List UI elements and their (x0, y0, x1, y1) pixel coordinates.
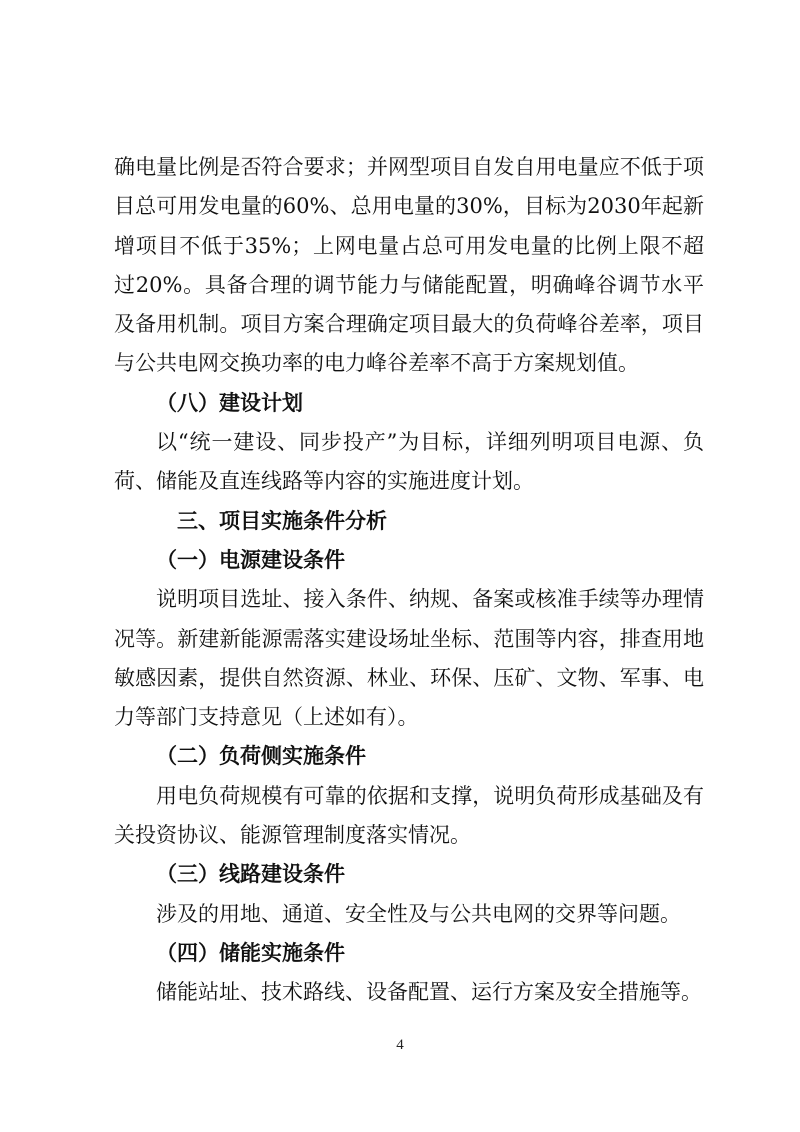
paragraph-ratio-requirements: 确电量比例是否符合要求；并网型项目自发自用电量应不低于项目总可用发电量的60%、总用电量的30%，目标为2030年起新增项目不低于35%；上网电量占总可用发电量的比例上限不超过20%。具备合理的调节能力与储能配置，明确峰谷调节水平及备用机制。项目方案合理确定项目最大的负荷峰谷差率，项目与公共电网交换功率的电力峰谷差率不高于方案规划值。 (114, 155, 704, 376)
heading-storage-conditions: （四）储能实施条件 (156, 940, 345, 965)
paragraph-load-side-conditions: 用电负荷规模有可靠的依据和支撑，说明负荷形成基础及有关投资协议、能源管理制度落实情况。 (114, 783, 704, 848)
document-body (114, 148, 704, 1013)
heading-construction-plan: （八）建设计划 (156, 390, 303, 415)
paragraph-line-conditions: 涉及的用地、通道、安全性及与公共电网的交界等问题。 (156, 901, 681, 926)
page-number: 4 (396, 1037, 404, 1053)
heading-load-side-conditions: （二）负荷侧实施条件 (156, 744, 366, 769)
paragraph-construction-plan: 以“统一建设、同步投产”为目标，详细列明项目电源、负荷、储能及直连线路等内容的实施进度计划。 (114, 430, 704, 494)
heading-line-conditions: （三）线路建设条件 (156, 862, 345, 887)
heading-implementation-conditions: 三、项目实施条件分析 (177, 508, 387, 533)
paragraph-power-source-conditions: 说明项目选址、接入条件、纳规、备案或核准手续等办理情况等。新建新能源需落实建设场址坐标、范围等内容，排查用地敏感因素，提供自然资源、林业、环保、压矿、文物、军事、电力等部门支持意见（上述如有）。 (114, 587, 704, 730)
paragraph-storage-conditions: 储能站址、技术路线、设备配置、运行方案及安全措施等。 (156, 980, 702, 1005)
heading-power-source-conditions: （一）电源建设条件 (156, 547, 345, 572)
